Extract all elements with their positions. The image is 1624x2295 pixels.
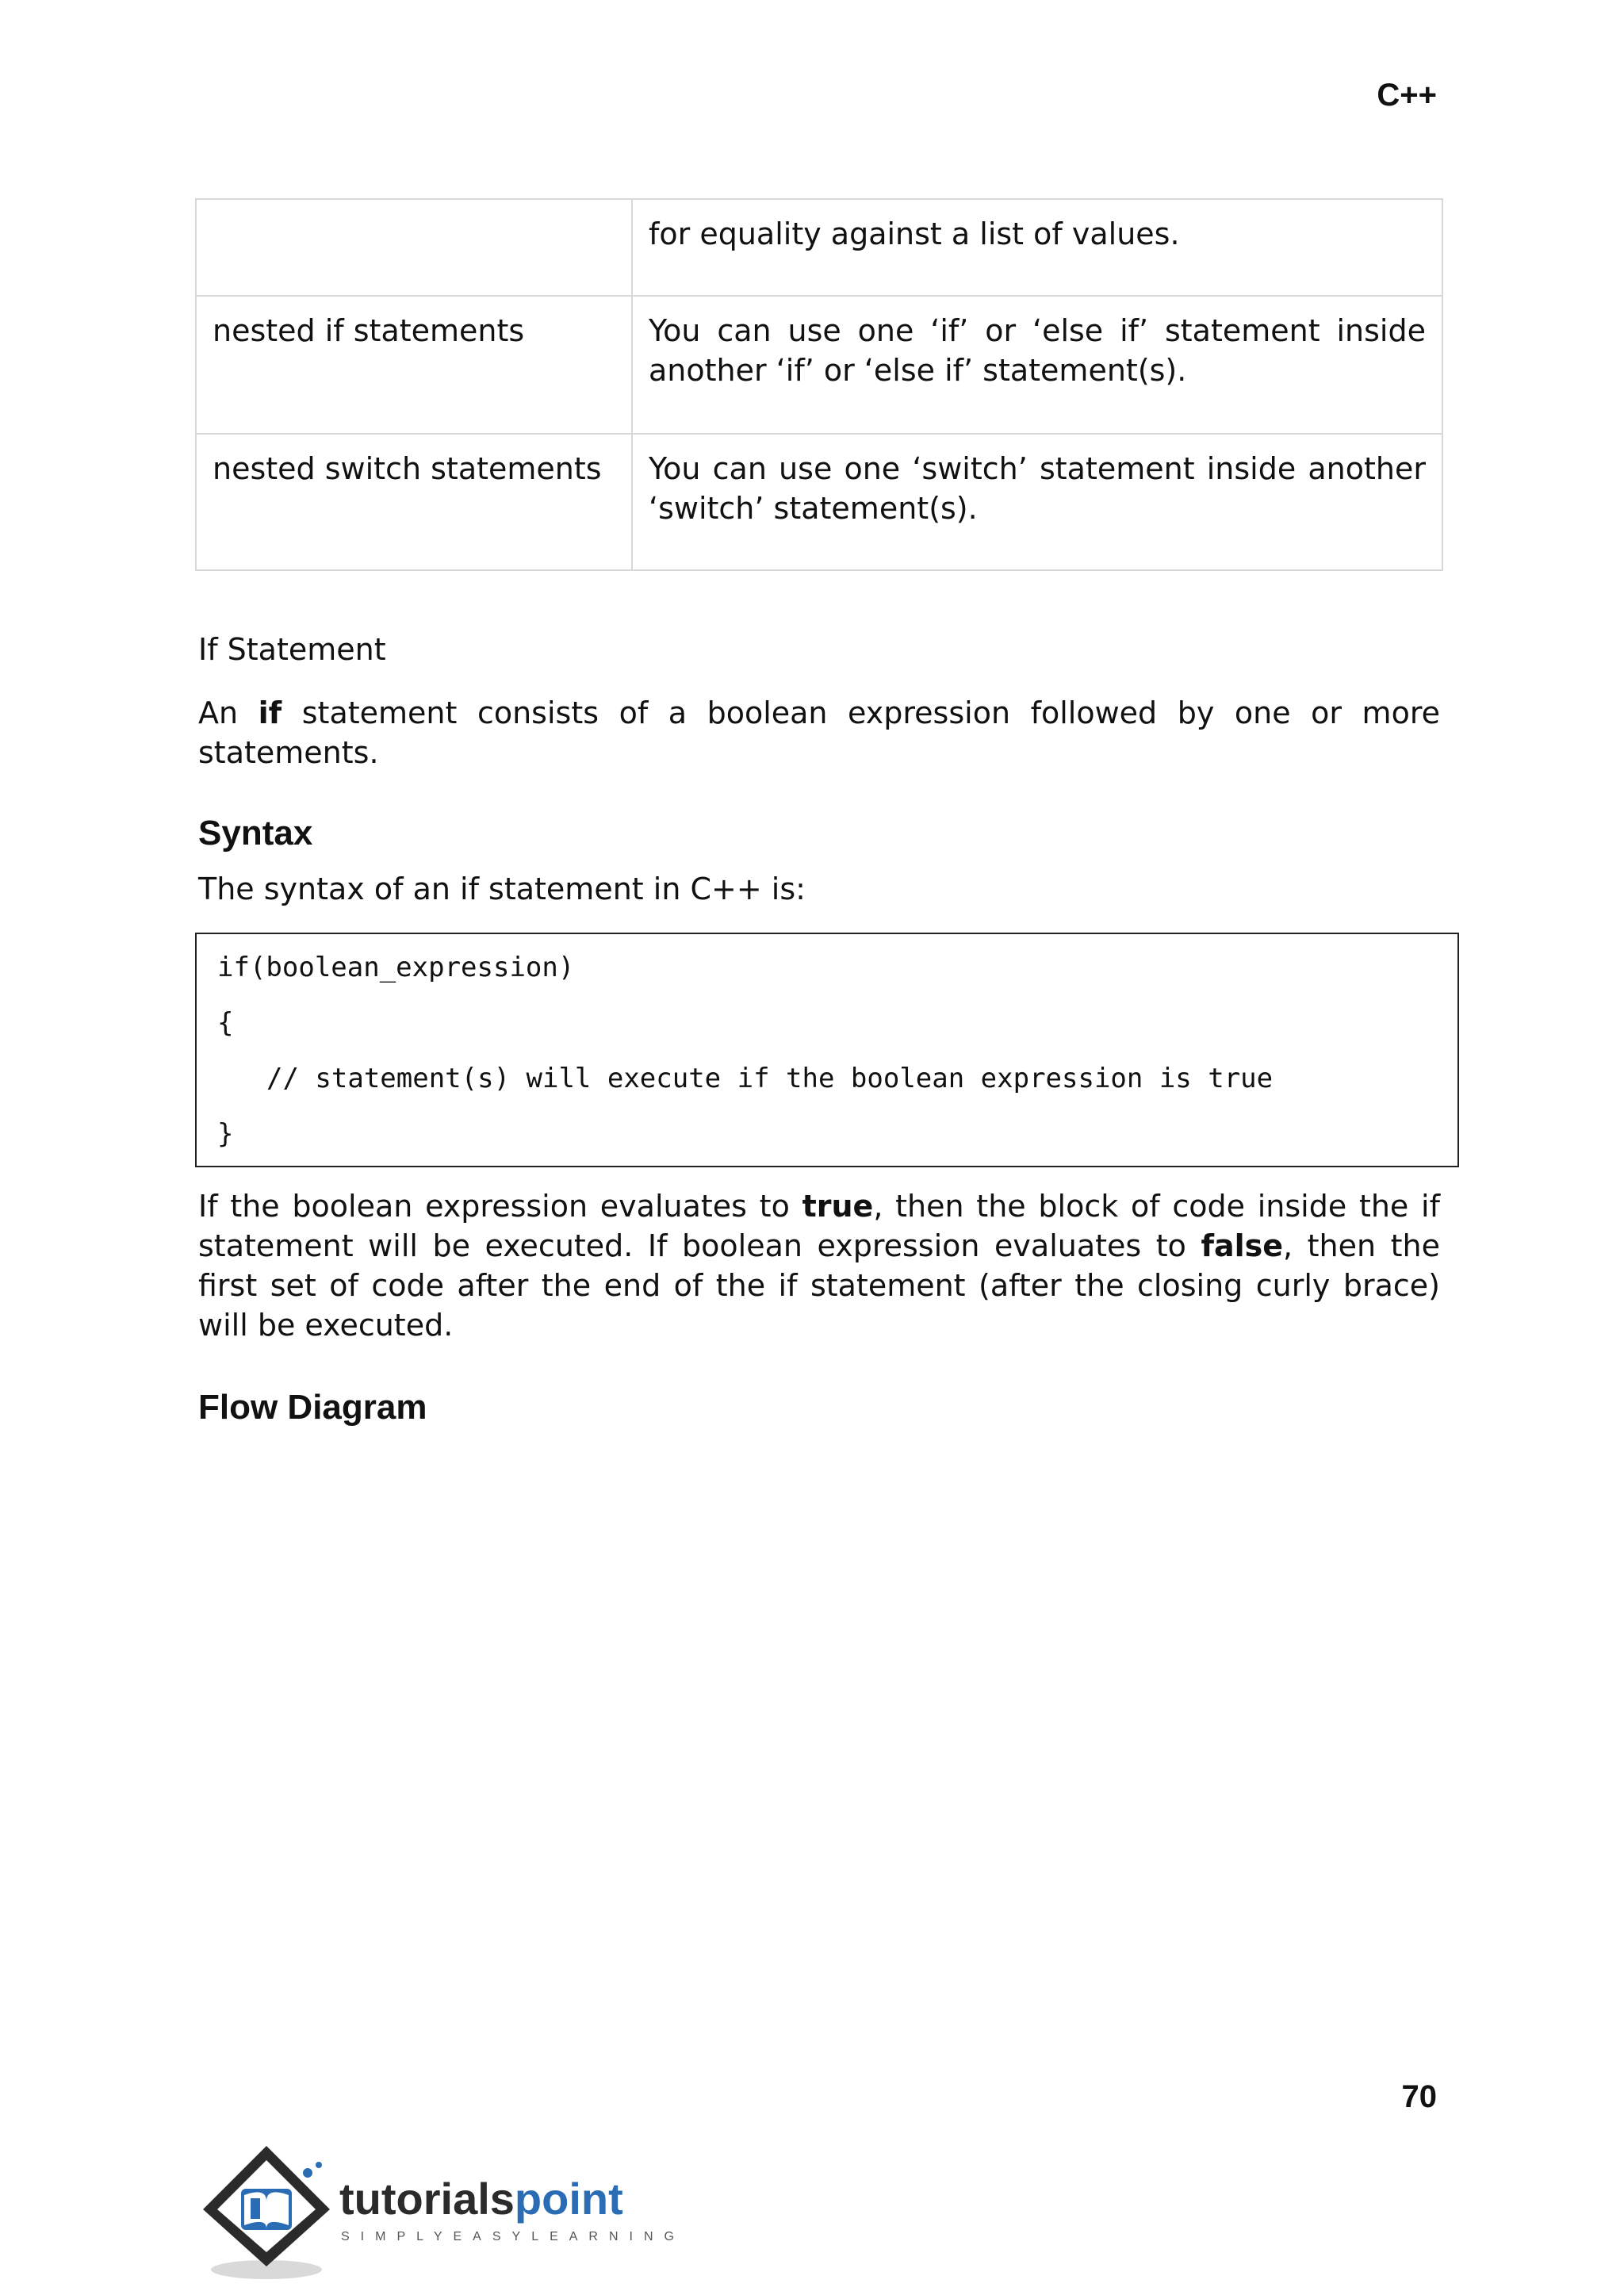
syntax-heading: Syntax: [198, 814, 313, 852]
running-header: C++: [1377, 78, 1437, 113]
explanation-text: , then the block of code inside the if statement will be executed. If boolean expression evaluates to: [198, 1189, 1440, 1263]
flow-diagram-heading: Flow Diagram: [198, 1388, 427, 1427]
keyword-true: true: [802, 1189, 874, 1224]
table-cell-name: nested switch statements: [196, 434, 632, 570]
statements-table: [195, 198, 1443, 571]
table-cell-name: nested if statements: [196, 296, 632, 434]
logo-wordmark: [339, 2173, 623, 2224]
explanation-text: If the boolean expression evaluates to: [198, 1189, 802, 1224]
table-cell-desc: You can use one ‘switch’ statement inside another ‘switch’ statement(s).: [632, 434, 1442, 570]
table-row: [196, 296, 1442, 434]
intro-keyword: if: [258, 695, 282, 730]
table-row: [196, 199, 1442, 296]
code-line: // statement(s) will execute if the boolean expression is true: [266, 1063, 1274, 1094]
tutorialspoint-logo: [195, 2140, 687, 2282]
table-cell-desc: for equality against a list of values.: [632, 199, 1442, 296]
code-line: {: [217, 1007, 234, 1039]
table-cell-desc: You can use one ‘if’ or ‘else if’ statement inside another ‘if’ or ‘else if’ statement(s).: [632, 296, 1442, 434]
code-block: [195, 933, 1459, 1167]
logo-wordmark-part: point: [514, 2174, 623, 2224]
table-cell-name: [196, 199, 632, 296]
syntax-description: The syntax of an if statement in C++ is:: [198, 872, 806, 906]
logo-wordmark-part: tutorials: [339, 2174, 515, 2224]
intro-text: An: [198, 695, 259, 730]
table-row: [196, 434, 1442, 570]
keyword-false: false: [1201, 1228, 1284, 1263]
section-title: If Statement: [198, 632, 386, 667]
code-line: }: [217, 1118, 234, 1150]
explanation-text: , then the first set of code after the end of the if statement (after the closing curly brace) will be executed.: [198, 1228, 1441, 1343]
code-line: if(boolean_expression): [217, 952, 575, 983]
logo-tagline: SIMPLYEASYLEARNING: [341, 2230, 685, 2243]
explanation-paragraph: [198, 1186, 1440, 1345]
intro-paragraph: [198, 693, 1440, 772]
page-number: 70: [1401, 2079, 1437, 2114]
intro-text: statement consists of a boolean expression followed by one or more statements.: [198, 695, 1440, 770]
logo-diamond-icon: [195, 2140, 338, 2282]
